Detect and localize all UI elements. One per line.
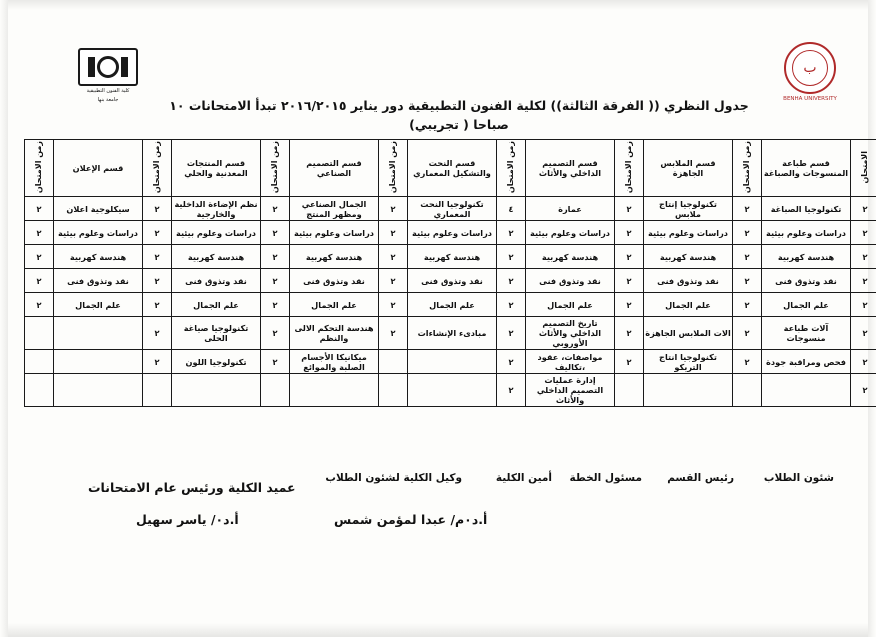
university-crest-icon — [784, 42, 836, 94]
cell-exam-duration — [25, 374, 54, 407]
page-edge-bottom — [0, 623, 876, 637]
cell-exam-duration: ٢ — [851, 317, 876, 350]
cell-subject: نقد وتذوق فنى — [54, 269, 143, 293]
faculty-logo — [72, 48, 144, 110]
cell-subject: علم الجمال — [644, 293, 733, 317]
header-department: قسم التصميم الصناعي — [290, 140, 379, 197]
cell-subject: تكنولوجيا النحت المعماري — [408, 197, 497, 221]
cell-exam-duration — [379, 374, 408, 407]
cell-exam-duration: ٢ — [497, 245, 526, 269]
cell-subject: دراسات وعلوم بيئية — [408, 221, 497, 245]
table-row — [25, 293, 876, 317]
cell-exam-duration: ٢ — [733, 197, 762, 221]
cell-subject: دراسات وعلوم بيئية — [54, 221, 143, 245]
cell-exam-duration: ٢ — [615, 293, 644, 317]
cell-subject: علم الجمال — [172, 293, 261, 317]
cell-exam-duration: ٢ — [851, 245, 876, 269]
cell-subject: نقد وتذوق فنى — [526, 269, 615, 293]
cell-exam-duration: ٢ — [733, 350, 762, 374]
cell-subject: تكنولوجيا الصباغة — [762, 197, 851, 221]
cell-exam-duration — [261, 374, 290, 407]
cell-exam-duration: ٢ — [143, 293, 172, 317]
header-exam-duration — [733, 140, 762, 197]
table-row — [25, 197, 876, 221]
header-department: قسم التصميم الداخلي والأثاث — [526, 140, 615, 197]
cell-subject: هندسة التحكم الالى والنظم — [290, 317, 379, 350]
cell-exam-duration: ٢ — [379, 317, 408, 350]
signature-role-plan-officer: مسئول الخطة — [569, 472, 642, 484]
cell-subject — [54, 350, 143, 374]
cell-exam-duration: ٤ — [497, 197, 526, 221]
faculty-logo-caption-2: جامعة بنها — [97, 97, 119, 103]
cell-subject: علم الجمال — [408, 293, 497, 317]
cell-exam-duration — [379, 350, 408, 374]
cell-exam-duration: ٢ — [143, 221, 172, 245]
table-row — [25, 245, 876, 269]
cell-subject — [172, 374, 261, 407]
header-exam-duration — [143, 140, 172, 197]
cell-subject: دراسات وعلوم بيئية — [762, 221, 851, 245]
cell-exam-duration: ٢ — [851, 293, 876, 317]
cell-exam-duration: ٢ — [261, 317, 290, 350]
cell-exam-duration — [615, 374, 644, 407]
cell-exam-duration: ٢ — [25, 269, 54, 293]
header-department: قسم المنتجات المعدنية والحلي — [172, 140, 261, 197]
cell-subject: نقد وتذوق فنى — [172, 269, 261, 293]
cell-subject: الات الملابس الجاهزة — [644, 317, 733, 350]
header-duration-label: زمن الامتحان — [152, 141, 161, 194]
cell-exam-duration: ٢ — [615, 221, 644, 245]
cell-subject: عمارة — [526, 197, 615, 221]
logo-ring-icon — [97, 56, 119, 78]
cell-subject: دراسات وعلوم بيئية — [172, 221, 261, 245]
cell-exam-duration — [25, 317, 54, 350]
cell-exam-duration: ٢ — [143, 350, 172, 374]
logo-bar-icon-2 — [88, 57, 95, 77]
cell-subject — [408, 350, 497, 374]
cell-subject: فحص ومراقبة جودة — [762, 350, 851, 374]
header-exam-duration — [497, 140, 526, 197]
header-duration-label: زمن الامتحان — [742, 141, 751, 194]
cell-exam-duration: ٢ — [733, 269, 762, 293]
cell-exam-duration: ٢ — [733, 293, 762, 317]
cell-subject: هندسة كهربية — [290, 245, 379, 269]
cell-subject: آلات طباعة منسوجات — [762, 317, 851, 350]
cell-exam-duration: ٢ — [615, 197, 644, 221]
cell-subject: مبادىء الإنشاءات — [408, 317, 497, 350]
signature-role-dean: عميد الكلية ورئيس عام الامتحانات — [88, 480, 296, 495]
cell-exam-duration: ٢ — [261, 197, 290, 221]
cell-exam-duration: ٢ — [25, 293, 54, 317]
cell-subject: هندسة كهربية — [172, 245, 261, 269]
cell-subject: سيكلوجية اعلان — [54, 197, 143, 221]
cell-exam-duration: ٢ — [851, 374, 876, 407]
cell-exam-duration: ٢ — [851, 269, 876, 293]
cell-exam-duration: ٢ — [733, 221, 762, 245]
cell-exam-duration: ٢ — [379, 245, 408, 269]
cell-exam-duration: ٢ — [497, 317, 526, 350]
cell-subject — [54, 317, 143, 350]
cell-subject: مواصفات، عقود ،تكاليف — [526, 350, 615, 374]
cell-exam-duration: ٢ — [261, 350, 290, 374]
table-header-row — [25, 140, 876, 197]
cell-exam-duration: ٢ — [851, 350, 876, 374]
cell-exam-duration: ٢ — [615, 350, 644, 374]
cell-subject — [290, 374, 379, 407]
university-logo — [772, 42, 848, 114]
signature-dean-row — [24, 478, 852, 500]
cell-subject: تكنولوجيا إنتاج ملابس — [644, 197, 733, 221]
cell-exam-duration: ٢ — [25, 197, 54, 221]
cell-exam-duration: ٢ — [851, 221, 876, 245]
cell-exam-duration: ٢ — [615, 269, 644, 293]
cell-subject — [644, 374, 733, 407]
cell-exam-duration: ٢ — [497, 374, 526, 407]
header-department: قسم الملابس الجاهزة — [644, 140, 733, 197]
faculty-logo-mark — [78, 48, 138, 86]
cell-subject: نقد وتذوق فنى — [408, 269, 497, 293]
cell-subject: تكنولوجيا اللون — [172, 350, 261, 374]
cell-exam-duration: ٢ — [733, 245, 762, 269]
table-row — [25, 269, 876, 293]
cell-subject: دراسات وعلوم بيئية — [526, 221, 615, 245]
cell-subject: هندسة كهربية — [644, 245, 733, 269]
exam-schedule-table — [24, 139, 876, 407]
cell-exam-duration: ٢ — [851, 197, 876, 221]
university-crest-letter: ب — [792, 50, 828, 86]
cell-subject: علم الجمال — [762, 293, 851, 317]
cell-exam-duration: ٢ — [143, 269, 172, 293]
cell-exam-duration: ٢ — [615, 245, 644, 269]
signature-role-vice-dean: وكيل الكلية لشئون الطلاب — [325, 472, 462, 484]
header-exam-duration — [261, 140, 290, 197]
header-duration-label: زمن الامتحان — [506, 141, 515, 194]
cell-exam-duration: ٢ — [143, 197, 172, 221]
header-exam-duration — [615, 140, 644, 197]
cell-exam-duration: ٢ — [261, 245, 290, 269]
cell-exam-duration: ٢ — [25, 245, 54, 269]
cell-subject — [762, 374, 851, 407]
header-department: قسم النحت والتشكيل المعماري — [408, 140, 497, 197]
signature-role-student-affairs: شئون الطلاب — [763, 472, 834, 484]
cell-subject — [408, 374, 497, 407]
faculty-logo-caption-1: كلية الفنون التطبيقية — [86, 88, 130, 94]
cell-subject: تاريخ التصميم الداخلي والأثاث الأوروبي — [526, 317, 615, 350]
cell-exam-duration — [143, 374, 172, 407]
page-edge-top — [0, 0, 876, 10]
cell-subject: دراسات وعلوم بيئية — [644, 221, 733, 245]
cell-exam-duration: ٢ — [615, 317, 644, 350]
cell-exam-duration: ٢ — [261, 269, 290, 293]
cell-subject: علم الجمال — [290, 293, 379, 317]
cell-subject: علم الجمال — [54, 293, 143, 317]
header-duration-label: زمن الامتحان — [270, 141, 279, 194]
cell-exam-duration: ٢ — [379, 269, 408, 293]
cell-exam-duration: ٢ — [261, 221, 290, 245]
table-row — [25, 374, 876, 407]
cell-exam-duration — [733, 374, 762, 407]
cell-exam-duration: ٢ — [379, 293, 408, 317]
cell-subject: إدارة عمليات التصميم الداخلي والأثاث — [526, 374, 615, 407]
header-duration-label: زمن الامتحان — [388, 141, 397, 194]
signature-names-row — [24, 512, 852, 536]
cell-subject — [54, 374, 143, 407]
cell-subject: الجمال الصناعي ومظهر المنتج — [290, 197, 379, 221]
cell-subject: نقد وتذوق فنى — [644, 269, 733, 293]
cell-exam-duration: ٢ — [497, 221, 526, 245]
cell-subject: تكنولوجيا صياغة الحلى — [172, 317, 261, 350]
cell-exam-duration: ٢ — [379, 197, 408, 221]
header-duration-label: الامتحان — [860, 150, 869, 184]
header-exam-duration — [851, 140, 876, 197]
university-logo-caption: BENHA UNIVERSITY — [783, 96, 837, 102]
cell-exam-duration — [25, 350, 54, 374]
header-department: قسم طباعة المنسوجات والصباغة — [762, 140, 851, 197]
cell-subject: هندسة كهربية — [408, 245, 497, 269]
cell-subject: نقد وتذوق فنى — [290, 269, 379, 293]
cell-exam-duration: ٢ — [261, 293, 290, 317]
cell-subject: هندسة كهربية — [54, 245, 143, 269]
page-edge-left — [0, 0, 8, 637]
page-title: جدول النظري (( الفرقة الثالثة)) لكلية الفنون التطبيقية دور يناير ٢٠١٦/٢٠١٥ تبدأ الامتحانات ١٠ صباحا ( تجريبي) — [169, 98, 749, 132]
cell-exam-duration: ٢ — [497, 269, 526, 293]
table-row — [25, 317, 876, 350]
logo-bar-icon — [121, 57, 128, 77]
signature-name-vice-dean: أ.د٠م/ عبدا لمؤمن شمس — [334, 512, 488, 527]
cell-exam-duration: ٢ — [497, 293, 526, 317]
signature-role-head-of-dept: رئيس القسم — [667, 472, 734, 484]
header-exam-duration — [25, 140, 54, 197]
cell-exam-duration: ٢ — [379, 221, 408, 245]
cell-exam-duration: ٢ — [25, 221, 54, 245]
header-duration-label: زمن الامتحان — [34, 141, 43, 194]
cell-subject: تكنولوجيا انتاج التريكو — [644, 350, 733, 374]
header-exam-duration — [379, 140, 408, 197]
cell-subject: علم الجمال — [526, 293, 615, 317]
cell-subject: هندسة كهربية — [526, 245, 615, 269]
signature-name-dean: أ.د٠/ ياسر سهيل — [136, 512, 239, 527]
header-duration-label: زمن الامتحان — [624, 141, 633, 194]
cell-subject: دراسات وعلوم بيئية — [290, 221, 379, 245]
header-department: قسم الإعلان — [54, 140, 143, 197]
cell-subject: نظم الإضاءة الداخلية والخارجية — [172, 197, 261, 221]
table-row — [25, 221, 876, 245]
cell-subject: هندسة كهربية — [762, 245, 851, 269]
cell-exam-duration: ٢ — [143, 317, 172, 350]
cell-subject: ميكانيكا الأجسام الصلبة والموائع — [290, 350, 379, 374]
cell-exam-duration: ٢ — [143, 245, 172, 269]
cell-exam-duration: ٢ — [733, 317, 762, 350]
table-row — [25, 350, 876, 374]
cell-subject: نقد وتذوق فنى — [762, 269, 851, 293]
signature-role-college-secretary: أمين الكلية — [495, 472, 552, 484]
cell-exam-duration: ٢ — [497, 350, 526, 374]
